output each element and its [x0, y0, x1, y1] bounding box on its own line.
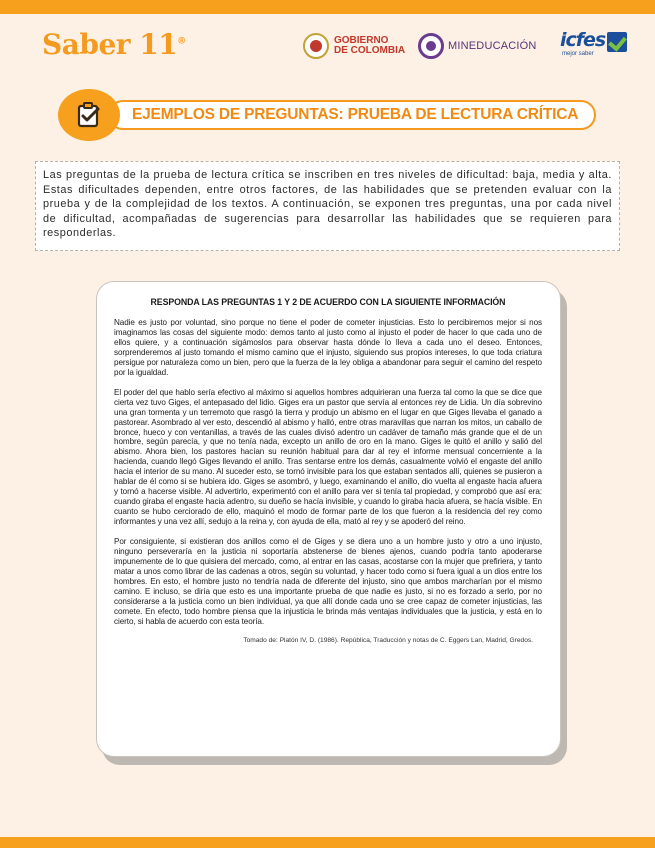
gobierno-de-colombia-logo	[303, 33, 405, 59]
colombia-seal-icon	[303, 33, 329, 59]
gobierno-text	[334, 36, 405, 56]
reading-paragraph-3: Por consiguiente, si existieran dos anillos como el de Giges y se diera uno a un hombre justo y otro a uno injusto, ninguno perseveraría en la justicia ni soportaría abstenerse de bienes ajenos, cuando podría tanto apoderarse impunemente de lo que quisiera del mercado, como, al entrar en las casas, acostarse con la mujer que prefiriera, y tanto matar a unos como librar de las cadenas a otros, según su voluntad, y hacer todo como si fuera igual a un dios entre los hombres. En esto, el hombre justo no tendría nada de diferente del injusto, sino que ambos marcharían por el mismo camino. E incluso, se diría que esto es una importante prueba de que nadie es justo, si no es forzado a serlo, por no considerarse a la justicia como un bien individual, ya que allí donde cada uno se cree capaz de cometer injusticias, las comete. En efecto, todo hombre piensa que la injusticia le brinda más ventajas individuales que la justicia, y está en lo cierto, si habla de acuerdo con esta teoría.	[114, 537, 542, 626]
icfes-wordmark: icfes	[560, 29, 606, 51]
icfes-checkmark-icon	[607, 32, 627, 52]
reading-paragraph-1: Nadie es justo por voluntad, sino porque no tiene el poder de cometer injusticias. Esto lo percibiremos mejor si nos imaginamos las cosas del siguiente modo: demos tanto al justo como al injusto el poder de hacer lo que cada uno de ellos quiere, y a continuación sigámoslos para observar hasta dónde lo lleva a cada uno el deseo. Entonces, sorprenderemos al justo tomando el mismo camino que el injusto, siguiendo sus propios intereses, lo que toda criatura persigue por naturaleza como un bien, pero que la fuerza de la ley obliga a abandonar para seguir el camino del respeto por la igualdad.	[114, 318, 542, 377]
source-citation: Tomado de: Platón IV, D. (1986). República, Traducción y notas de C. Eggers Lan, Madrid, Gredos.	[243, 636, 533, 644]
mineducacion-seal-icon	[418, 33, 444, 59]
icfes-logo	[560, 30, 627, 62]
reading-paragraph-2: El poder del que hablo sería efectivo al máximo si aquellos hombres adquirieran una fuerza tal como la que se dice que cierta vez tuvo Giges, el antepasado del lidio. Giges era un pastor que servía al entonces rey de Lidia. Un día sobrevino una gran tormenta y un terremoto que rasgó la tierra y produjo un abismo en el lugar en que Giges llevaba el ganado a pastorear. Asombrado al ver esto, descendió al abismo y halló, entre otras maravillas que narran los mitos, un caballo de bronce, hueco y con ventanillas, a través de las cuales divisó adentro un cadáver de tamaño más grande que el de un hombre, según parecía, y que no tenía nada, excepto un anillo de oro en la mano. Giges le quitó el anillo y salió del abismo. Ahora bien, los pastores hacían su reunión habitual para dar al rey el informe mensual concerniente a la hacienda, cuando llegó Giges llevando el anillo. Tras sentarse entre los demás, casualmente volvió el engaste del anillo hacia el interior de su mano. Al suceder esto, se tornó invisible para los que estaban sentados allí, quienes se pusieron a hablar de él como si se hubiera ido. Giges se asombró, y luego, examinando el anillo, dio vuelta al engaste hacia afuera y tornó a hacerse visible. Al advertirlo, experimentó con el anillo para ver si tenía tal propiedad, y comprobó que así era: cuando giraba el engaste hacia adentro, su dueño se hacía invisible, y cuando lo giraba hacia afuera, se hacía visible. En cuanto se hubo cerciorado de ello, maquinó el modo de formar parte de los que fueron a la residencia del rey como informantes y una vez allí, sedujo a la reina y, con ayuda de ella, mató al rey y se apoderó del reino.	[114, 387, 542, 527]
saber-logo-mark: ®	[177, 36, 186, 47]
checklist-icon	[58, 89, 120, 141]
reading-heading: RESPONDA LAS PREGUNTAS 1 Y 2 DE ACUERDO CON LA SIGUIENTE INFORMACIÓN	[150, 297, 506, 307]
gobierno-line-1: GOBIERNO	[334, 35, 389, 46]
bottom-accent-bar	[0, 837, 655, 848]
icfes-tagline: mejor saber	[562, 51, 594, 57]
saber-11-logo	[42, 28, 186, 61]
section-title-banner	[58, 89, 598, 141]
mineducacion-logo	[418, 33, 537, 59]
page-title: EJEMPLOS DE PREGUNTAS: PRUEBA DE LECTURA CRÍTICA	[132, 106, 579, 123]
saber-logo-text: Saber 11	[42, 28, 178, 61]
top-accent-bar	[0, 0, 655, 14]
intro-box	[35, 161, 620, 251]
intro-text: Las preguntas de la prueba de lectura crítica se inscriben en tres niveles de dificultad: baja, media y alta. Estas dificultades dependen, entre otros factores, de las habilidades que se pretenden evaluar con la prueba y de la complejidad de los textos. A continuación, se exponen tres preguntas, una por cada nivel de dificultad, acompañadas de sugerencias para desarrollar las habilidades que se requieren para responderlas.	[43, 169, 612, 240]
reading-card	[96, 281, 561, 757]
mineducacion-text: MINEDUCACIÓN	[448, 40, 537, 52]
gobierno-line-2: DE COLOMBIA	[334, 45, 406, 56]
